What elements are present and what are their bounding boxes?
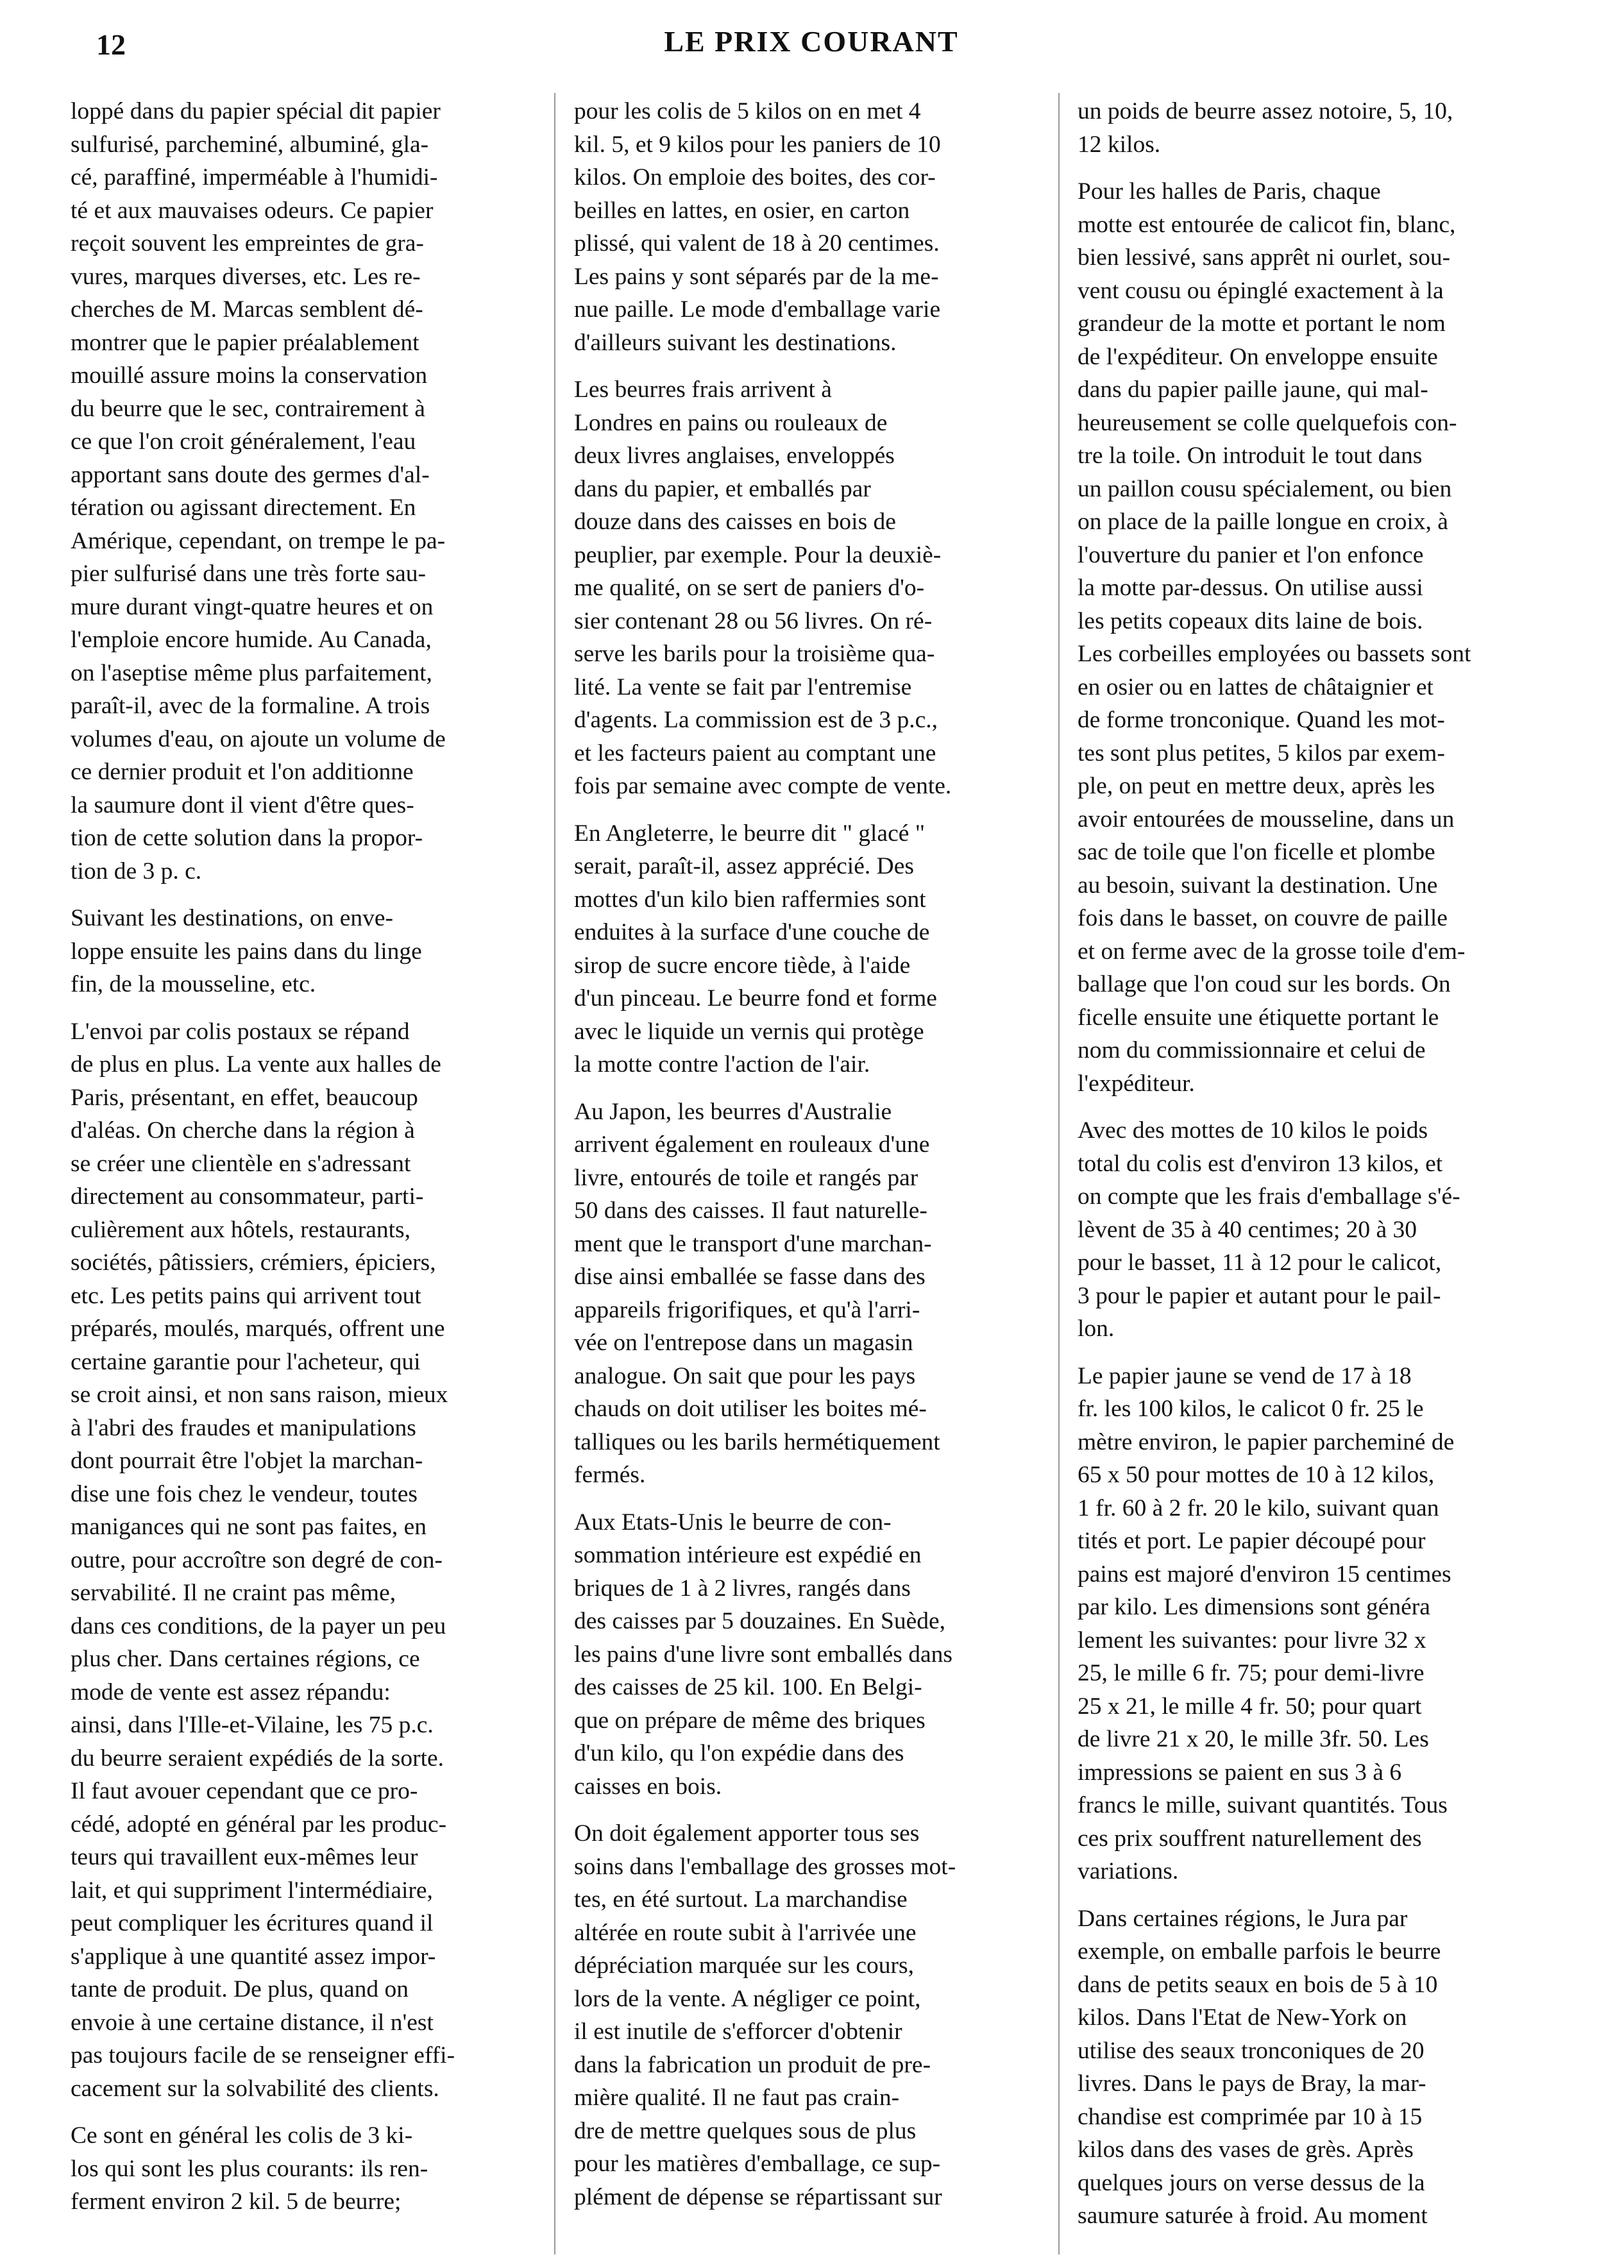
text-line: kilos. On emploie des boites, des cor- — [574, 164, 936, 190]
text-line: pour les matières d'emballage, ce sup- — [574, 2151, 941, 2177]
text-line: utilise des seaux tronconiques de 20 — [1078, 2037, 1425, 2064]
text-line: dans du papier paille jaune, qui mal- — [1078, 377, 1428, 403]
text-line: saumure saturée à froid. Au moment — [1078, 2203, 1428, 2229]
text-line: Avec des mottes de 10 kilos le poids — [1078, 1117, 1428, 1144]
text-line: cé, paraffiné, imperméable à l'humidi- — [71, 164, 438, 190]
text-line: ce que l'on croit généralement, l'eau — [71, 428, 416, 455]
text-line: impressions se paient en sus 3 à 6 — [1078, 1759, 1402, 1786]
text-line: se créer une clientèle en s'adressant — [71, 1150, 411, 1177]
text-line: l'ouverture du panier et l'on enfonce — [1078, 541, 1424, 568]
text-line: la motte par-dessus. On utilise aussi — [1078, 575, 1423, 601]
text-line: ficelle ensuite une étiquette portant le — [1078, 1004, 1439, 1031]
text-line: dépréciation marquée sur les cours, — [574, 1952, 914, 1979]
text-line: Paris, présentant, en effet, beaucoup — [71, 1084, 418, 1111]
text-line: sulfurisé, parcheminé, albuminé, gla- — [71, 131, 429, 158]
text-line: chauds on doit utiliser les boites mé- — [574, 1396, 927, 1422]
text-line: dans ces conditions, de la payer un peu — [71, 1612, 446, 1639]
paragraph — [574, 1817, 1029, 2213]
text-line: de livre 21 x 20, le mille 3fr. 50. Les — [1078, 1726, 1429, 1752]
text-line: livre, entourés de toile et rangés par — [574, 1164, 918, 1191]
text-line: sirop de sucre encore tiède, à l'aide — [574, 952, 911, 979]
text-line: envoie à une certaine distance, il n'est — [71, 2009, 434, 2036]
text-line: s'applique à une quantité assez impor- — [71, 1943, 436, 1970]
text-line: té et aux mauvaises odeurs. Ce papier — [71, 197, 434, 224]
text-line: pour le basset, 11 à 12 pour le calicot, — [1078, 1249, 1442, 1276]
text-line: dans de petits seaux en bois de 5 à 10 — [1078, 1971, 1438, 1998]
text-line: Il faut avouer cependant que ce pro- — [71, 1778, 418, 1804]
text-line: etc. Les petits pains qui arrivent tout — [71, 1282, 421, 1309]
text-line: nue paille. Le mode d'emballage varie — [574, 296, 941, 323]
paragraph — [574, 1506, 1029, 1804]
text-line: montrer que le papier préalablement — [71, 329, 419, 356]
text-line: los qui sont les plus courants: ils ren- — [71, 2155, 428, 2182]
text-line: Le papier jaune se vend de 17 à 18 — [1078, 1362, 1412, 1389]
text-line: d'agents. La commission est de 3 p.c., — [574, 707, 938, 733]
text-line: vures, marques diverses, etc. Les re- — [71, 263, 421, 290]
text-line: kilos. Dans l'Etat de New-York on — [1078, 2004, 1407, 2031]
paragraph — [1078, 1114, 1533, 1346]
paragraph — [1078, 1360, 1533, 1888]
text-line: tion de cette solution dans la propor- — [71, 825, 423, 851]
text-line: lement les suivantes: pour livre 32 x — [1078, 1627, 1426, 1654]
text-line: cédé, adopté en général par les produc- — [71, 1811, 447, 1838]
text-line: Les pains y sont séparés par de la me- — [574, 263, 939, 290]
text-line: des caisses par 5 douzaines. En Suède, — [574, 1608, 945, 1634]
text-line: ple, on peut en mettre deux, après les — [1078, 773, 1435, 799]
text-line: kil. 5, et 9 kilos pour les paniers de 10 — [574, 131, 941, 158]
text-line: un paillon cousu spécialement, ou bien — [1078, 475, 1452, 502]
text-line: on place de la paille longue en croix, à — [1078, 509, 1448, 535]
text-line: fr. les 100 kilos, le calicot 0 fr. 25 le — [1078, 1396, 1424, 1422]
text-line: Au Japon, les beurres d'Australie — [574, 1098, 892, 1125]
text-line: fois par semaine avec compte de vente. — [574, 773, 952, 799]
text-line: les pains d'une livre sont emballés dans — [574, 1641, 952, 1668]
text-line: directement au consommateur, parti- — [71, 1183, 424, 1210]
paragraph — [1078, 1902, 1533, 2233]
text-line: Amérique, cependant, on trempe le pa- — [71, 527, 446, 554]
text-line: de plus en plus. La vente aux halles de — [71, 1051, 441, 1078]
text-line: chandise est comprimée par 10 à 15 — [1078, 2103, 1423, 2130]
text-line: et les facteurs paient au comptant une — [574, 740, 936, 766]
text-line: grandeur de la motte et portant le nom — [1078, 310, 1446, 337]
text-line: dans du papier, et emballés par — [574, 475, 871, 502]
text-line: total du colis est d'environ 13 kilos, et — [1078, 1150, 1443, 1177]
text-line: motte est entourée de calicot fin, blanc, — [1078, 211, 1456, 238]
paragraph — [574, 373, 1029, 803]
text-line: serait, paraît-il, assez apprécié. Des — [574, 853, 914, 879]
text-line: beilles en lattes, en osier, en carton — [574, 197, 910, 224]
text-line: lors de la vente. A négliger ce point, — [574, 1985, 921, 2012]
text-line: de l'expéditeur. On enveloppe ensuite — [1078, 343, 1438, 370]
text-line: en osier ou en lattes de châtaignier et — [1078, 673, 1434, 700]
text-line: les petits copeaux dits laine de bois. — [1078, 607, 1423, 634]
text-line: pour les colis de 5 kilos on en met 4 — [574, 98, 921, 124]
text-line: mètre environ, le papier parcheminé de — [1078, 1428, 1455, 1455]
text-line: dise ainsi emballée se fasse dans des — [574, 1264, 926, 1290]
text-line: tes, en été surtout. La marchandise — [574, 1886, 908, 1913]
text-line: tion de 3 p. c. — [71, 858, 202, 884]
text-line: fin, de la mousseline, etc. — [71, 971, 316, 997]
text-line: tre la toile. On introduit le tout dans — [1078, 443, 1423, 469]
text-line: Les corbeilles employées ou bassets sont — [1078, 641, 1471, 667]
text-line: peuplier, par exemple. Pour la deuxiè- — [574, 541, 942, 568]
text-line: vée on l'entrepose dans un magasin — [574, 1330, 913, 1356]
text-line: fois dans le basset, on couvre de paille — [1078, 905, 1448, 931]
text-line: ainsi, dans l'Ille-et-Vilaine, les 75 p.c. — [71, 1712, 434, 1738]
text-line: Aux Etats-Unis le beurre de con- — [574, 1509, 892, 1536]
text-line: d'ailleurs suivant les destinations. — [574, 329, 897, 356]
paragraph — [71, 2119, 526, 2219]
text-line: Les beurres frais arrivent à — [574, 377, 832, 403]
text-line: dre de mettre quelques sous de plus — [574, 2117, 917, 2144]
text-line: à l'abri des fraudes et manipulations — [71, 1414, 416, 1441]
text-line: enduites à la surface d'une couche de — [574, 919, 930, 945]
text-line: 3 pour le papier et autant pour le pail- — [1078, 1282, 1441, 1309]
text-line: ballage que l'on coud sur les bords. On — [1078, 971, 1451, 997]
running-title: LE PRIX COURANT — [664, 25, 959, 58]
text-line: dont pourrait être l'objet la marchan- — [71, 1448, 423, 1474]
text-line: 12 kilos. — [1078, 131, 1161, 158]
text-line: kilos dans des vases de grès. Après — [1078, 2137, 1414, 2163]
text-line: dans la fabrication un produit de pre- — [574, 2051, 931, 2078]
text-line: lait, et qui suppriment l'intermédiaire, — [71, 1877, 433, 1904]
text-line: l'expéditeur. — [1078, 1070, 1195, 1097]
text-line: lon. — [1078, 1316, 1115, 1342]
text-column-3 — [1078, 95, 1533, 2237]
text-line: 50 dans des caisses. Il faut naturelle- — [574, 1197, 927, 1224]
paragraph — [574, 817, 1029, 1081]
text-column-1 — [71, 95, 526, 2237]
text-line: préparés, moulés, marqués, offrent une — [71, 1316, 445, 1342]
text-line: outre, pour accroître son degré de con- — [71, 1546, 443, 1573]
text-line: la saumure dont il vient d'être ques- — [71, 791, 414, 818]
text-line: vent cousu ou épinglé exactement à la — [1078, 277, 1444, 304]
text-line: tités et port. Le papier découpé pour — [1078, 1528, 1426, 1554]
text-line: lité. La vente se fait par l'entremise — [574, 673, 912, 700]
paragraph — [574, 1096, 1029, 1492]
text-line: tération ou agissant directement. En — [71, 495, 416, 521]
text-line: mure durant vingt-quatre heures et on — [71, 593, 434, 620]
text-line: plissé, qui valent de 18 à 20 centimes. — [574, 230, 940, 257]
text-line: d'aléas. On cherche dans la région à — [71, 1117, 415, 1144]
paragraph — [71, 1015, 526, 2106]
text-line: un poids de beurre assez notoire, 5, 10, — [1078, 98, 1453, 124]
text-line: sac de toile que l'on ficelle et plombe — [1078, 839, 1435, 865]
text-line: altérée en route subit à l'arrivée une — [574, 1919, 917, 1946]
text-line: 25, le mille 6 fr. 75; pour demi-livre — [1078, 1660, 1425, 1686]
text-line: Londres en pains ou rouleaux de — [574, 409, 888, 436]
text-line: du beurre seraient expédiés de la sorte. — [71, 1745, 444, 1772]
text-line: ferment environ 2 kil. 5 de beurre; — [71, 2188, 402, 2215]
text-line: caisses en bois. — [574, 1773, 722, 1800]
text-line: Ce sont en général les colis de 3 ki- — [71, 2122, 413, 2149]
text-line: d'un pinceau. Le beurre fond et forme — [574, 985, 937, 1011]
text-line: tante de produit. De plus, quand on — [71, 1976, 409, 2002]
text-line: et on ferme avec de la grosse toile d'em- — [1078, 938, 1466, 965]
page-header — [64, 24, 1559, 89]
paragraph — [574, 95, 1029, 359]
text-line: appareils frigorifiques, et qu'à l'arri- — [574, 1296, 920, 1323]
text-line: reçoit souvent les empreintes de gra- — [71, 230, 424, 257]
text-line: 25 x 21, le mille 4 fr. 50; pour quart — [1078, 1693, 1422, 1720]
text-line: manigances qui ne sont pas faites, en — [71, 1514, 427, 1540]
text-line: d'un kilo, qu l'on expédie dans des — [574, 1740, 904, 1766]
text-line: ces prix souffrent naturellement des — [1078, 1825, 1422, 1852]
text-line: mottes d'un kilo bien raffermies sont — [574, 886, 926, 913]
text-line: heureusement se colle quelquefois con- — [1078, 409, 1457, 436]
text-line: peut compliquer les écritures quand il — [71, 1910, 434, 1936]
text-line: certaine garantie pour l'acheteur, qui — [71, 1348, 421, 1375]
paragraph — [71, 902, 526, 1001]
text-line: l'emploie encore humide. Au Canada, — [71, 627, 432, 653]
text-line: mière qualité. Il ne faut pas crain- — [574, 2085, 900, 2111]
text-line: avec le liquide un vernis qui protège — [574, 1018, 924, 1045]
text-line: loppe ensuite les pains dans du linge — [71, 938, 422, 965]
text-line: fermés. — [574, 1462, 646, 1488]
text-line: serve les barils pour la troisième qua- — [574, 641, 935, 667]
column-divider — [554, 93, 555, 2255]
text-line: exemple, on emballe parfois le beurre — [1078, 1938, 1441, 1965]
text-line: livres. Dans le pays de Bray, la mar- — [1078, 2070, 1426, 2097]
text-line: francs le mille, suivant quantités. Tous — [1078, 1792, 1448, 1818]
text-line: sociétés, pâtissiers, crémiers, épiciers, — [71, 1249, 436, 1276]
paragraph — [1078, 95, 1533, 161]
text-line: il est inutile de s'efforcer d'obtenir — [574, 2018, 902, 2045]
text-line: plus cher. Dans certaines régions, ce — [71, 1646, 420, 1672]
text-line: avoir entourées de mousseline, dans un — [1078, 806, 1455, 833]
text-line: mouillé assure moins la conservation — [71, 362, 428, 389]
text-line: plément de dépense se répartissant sur — [574, 2183, 942, 2210]
text-line: loppé dans du papier spécial dit papier — [71, 98, 441, 124]
column-divider — [1058, 93, 1060, 2255]
text-line: apportant sans doute des germes d'al- — [71, 461, 430, 488]
text-column-2 — [574, 95, 1029, 2237]
paragraph — [71, 95, 526, 888]
text-line: me qualité, on se sert de paniers d'o- — [574, 575, 925, 601]
text-line: Pour les halles de Paris, chaque — [1078, 178, 1381, 205]
text-line: ment que le transport d'une marchan- — [574, 1230, 932, 1257]
text-line: du beurre que le sec, contrairement à — [71, 395, 425, 422]
text-line: tes sont plus petites, 5 kilos par exem- — [1078, 740, 1445, 766]
text-line: 1 fr. 60 à 2 fr. 20 le kilo, suivant quan — [1078, 1494, 1439, 1521]
text-line: nom du commissionnaire et celui de — [1078, 1037, 1426, 1063]
text-line: Dans certaines régions, le Jura par — [1078, 1905, 1408, 1932]
text-line: L'envoi par colis postaux se répand — [71, 1018, 410, 1045]
text-line: par kilo. Les dimensions sont généra — [1078, 1594, 1430, 1620]
text-line: pier sulfurisé dans une très forte sau- — [71, 561, 426, 587]
text-line: En Angleterre, le beurre dit " glacé " — [574, 820, 926, 847]
text-line: talliques ou les barils hermétiquement — [574, 1428, 940, 1455]
text-line: lèvent de 35 à 40 centimes; 20 à 30 — [1078, 1216, 1417, 1243]
text-line: soins dans l'emballage des grosses mot- — [574, 1853, 956, 1880]
text-line: teurs qui travaillent eux-mêmes leur — [71, 1844, 418, 1870]
text-line: mode de vente est assez répandu: — [71, 1679, 391, 1705]
text-line: dise une fois chez le vendeur, toutes — [71, 1480, 418, 1507]
text-line: deux livres anglaises, enveloppés — [574, 443, 895, 469]
text-line: cacement sur la solvabilité des clients. — [71, 2075, 439, 2102]
text-line: bien lessivé, sans apprêt ni ourlet, sou- — [1078, 244, 1451, 271]
text-line: analogue. On sait que pour les pays — [574, 1362, 916, 1389]
text-line: sier contenant 28 ou 56 livres. On ré- — [574, 607, 933, 634]
text-line: quelques jours on verse dessus de la — [1078, 2169, 1425, 2196]
text-line: cherches de M. Marcas semblent dé- — [71, 296, 423, 323]
text-line: arrivent également en rouleaux d'une — [574, 1131, 930, 1158]
text-line: on l'aseptise même plus parfaitement, — [71, 659, 432, 686]
text-line: se croit ainsi, et non sans raison, mieux — [71, 1382, 448, 1408]
text-line: douze dans des caisses en bois de — [574, 509, 896, 535]
text-line: au besoin, suivant la destination. Une — [1078, 872, 1438, 899]
text-line: 65 x 50 pour mottes de 10 à 12 kilos, — [1078, 1462, 1435, 1488]
paragraph — [1078, 175, 1533, 1100]
text-line: paraît-il, avec de la formaline. A trois — [71, 693, 430, 719]
text-line: pas toujours facile de se renseigner effi- — [71, 2042, 455, 2069]
text-line: servabilité. Il ne craint pas même, — [71, 1580, 396, 1606]
text-line: pains est majoré d'environ 15 centimes — [1078, 1561, 1451, 1587]
text-line: On doit également apporter tous ses — [574, 1820, 920, 1847]
text-line: la motte contre l'action de l'air. — [574, 1051, 870, 1078]
text-line: volumes d'eau, on ajoute un volume de — [71, 725, 446, 752]
text-line: des caisses de 25 kil. 100. En Belgi- — [574, 1674, 922, 1700]
text-line: on compte que les frais d'emballage s'é- — [1078, 1183, 1460, 1210]
text-line: variations. — [1078, 1858, 1179, 1884]
text-line: que on prépare de même des briques — [574, 1707, 926, 1734]
text-line: briques de 1 à 2 livres, rangés dans — [574, 1575, 911, 1602]
text-line: ce dernier produit et l'on additionne — [71, 759, 414, 785]
text-line: de forme tronconique. Quand les mot- — [1078, 707, 1445, 733]
text-line: sommation intérieure est expédié en — [574, 1542, 922, 1568]
text-line: culièrement aux hôtels, restaurants, — [71, 1216, 411, 1243]
page-number: 12 — [96, 28, 126, 61]
text-line: Suivant les destinations, on enve- — [71, 905, 394, 931]
